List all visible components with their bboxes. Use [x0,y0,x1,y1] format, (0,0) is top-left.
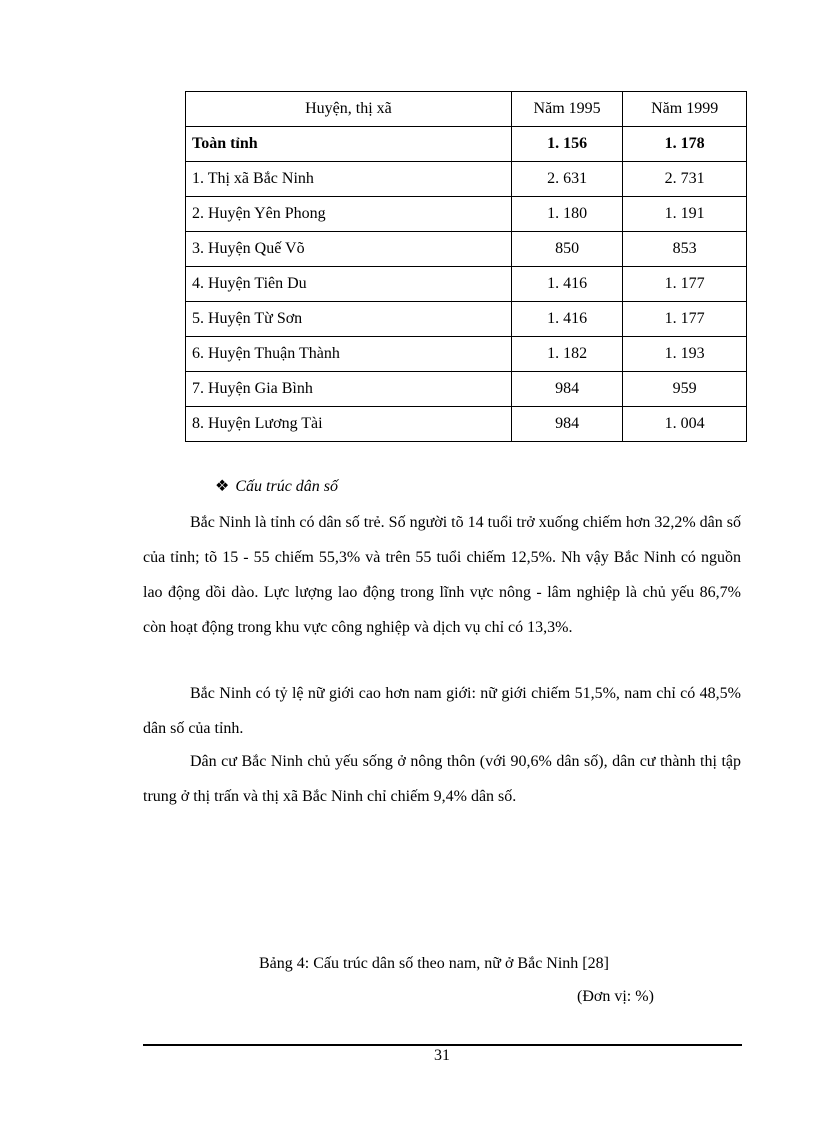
district-name: 8. Huyện Lương Tài [186,407,512,442]
paragraph-text: Bắc Ninh có tỷ lệ nữ giới cao hơn nam giới: nữ giới chiếm 51,5%, nam chỉ có 48,5% dân số của tỉnh. [143,685,741,737]
table-header-row [186,92,747,127]
value-1999: 1. 177 [623,302,747,337]
header-district: Huyện, thị xã [186,92,512,127]
value-1995: 2. 631 [511,162,622,197]
district-name: 2. Huyện Yên Phong [186,197,512,232]
header-year-1999: Năm 1999 [623,92,747,127]
value-1995: 984 [511,407,622,442]
value-1999: 2. 731 [623,162,747,197]
table-row [186,267,747,302]
district-name: 7. Huyện Gia Bình [186,372,512,407]
value-1995: 984 [511,372,622,407]
diamond-bullet-icon: ❖ [215,478,230,495]
page-number: 31 [434,1047,450,1064]
value-1999: 1. 177 [623,267,747,302]
paragraph-text: Dân cư Bắc Ninh chủ yếu sống ở nông thôn (với 90,6% dân số), dân cư thành thị tập trung ở thị trấn và thị xã Bắc Ninh chỉ chiếm 9,4% dân số. [143,753,741,805]
value-1995: 1. 156 [511,127,622,162]
table-row [186,197,747,232]
district-density-table [185,91,747,442]
district-name: 4. Huyện Tiên Du [186,267,512,302]
unit-label: (Đơn vị: %) [577,988,654,1005]
district-name: 1. Thị xã Bắc Ninh [186,162,512,197]
section-heading-text: Cấu trúc dân số [235,478,339,495]
value-1995: 850 [511,232,622,267]
table-row [186,162,747,197]
district-name: 3. Huyện Quế Võ [186,232,512,267]
table-row [186,407,747,442]
table-row [186,232,747,267]
value-1999: 1. 004 [623,407,747,442]
paragraph-urban-rural [143,744,741,814]
footer-divider [143,1044,742,1046]
value-1999: 1. 191 [623,197,747,232]
section-heading [215,476,338,496]
district-name: Toàn tỉnh [186,127,512,162]
value-1995: 1. 416 [511,267,622,302]
value-1995: 1. 416 [511,302,622,337]
table-caption: Bảng 4: Cấu trúc dân số theo nam, nữ ở Bắc Ninh [28] [259,955,609,972]
table-row [186,302,747,337]
paragraph-text: Bắc Ninh là tỉnh có dân số trẻ. Số người tõ 14 tuổi trở xuống chiếm hơn 32,2% dân số của tỉnh; tõ 15 - 55 chiếm 55,3% và trên 55 tuổi chiếm 12,5%. Nh vậy Bắc Ninh có nguồn lao động dồi dào. Lực lượng lao động trong lĩnh vực nông - lâm nghiệp là chủ yếu 86,7% còn hoạt động trong khu vực công nghiệp và dịch vụ chỉ có 13,3%. [143,514,741,636]
header-year-1995: Năm 1995 [511,92,622,127]
paragraph-gender-ratio [143,676,741,746]
district-name: 6. Huyện Thuận Thành [186,337,512,372]
table-row [186,372,747,407]
table-row-total [186,127,747,162]
district-name: 5. Huyện Từ Sơn [186,302,512,337]
paragraph-age-structure [143,505,741,645]
value-1999: 1. 193 [623,337,747,372]
value-1999: 959 [623,372,747,407]
table-row [186,337,747,372]
value-1999: 853 [623,232,747,267]
value-1999: 1. 178 [623,127,747,162]
value-1995: 1. 182 [511,337,622,372]
value-1995: 1. 180 [511,197,622,232]
